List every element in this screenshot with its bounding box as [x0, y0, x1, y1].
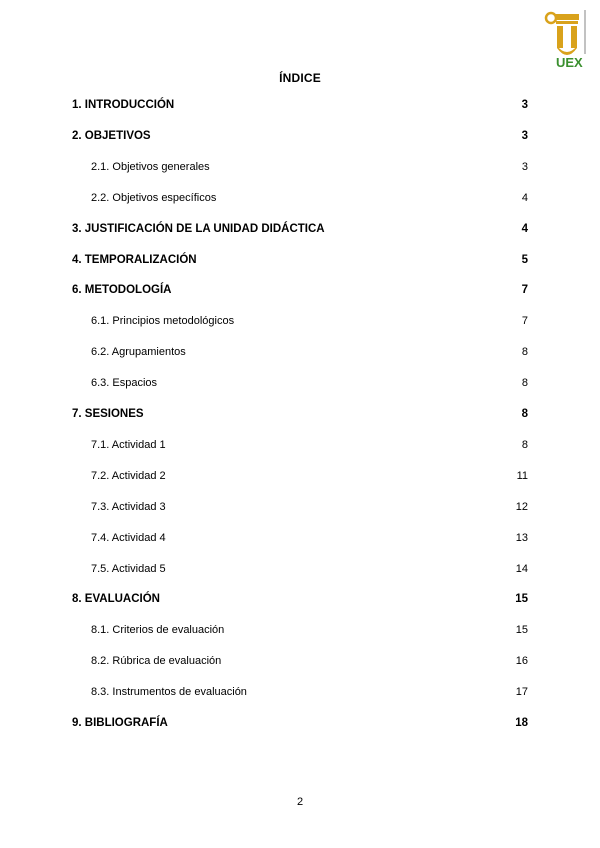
toc-entry-label: 6. METODOLOGÍA [72, 284, 172, 296]
toc-entry-label: 3. JUSTIFICACIÓN DE LA UNIDAD DIDÁCTICA [72, 223, 325, 235]
toc-entry-label: 6.1. Principios metodológicos [91, 315, 235, 327]
toc-entry-page: 15 [515, 624, 528, 636]
toc-entry-label: 2. OBJETIVOS [72, 130, 151, 142]
toc-entry-page: 11 [516, 470, 528, 482]
logo-text: UEX [556, 55, 583, 70]
toc-subentry[interactable] [91, 313, 528, 329]
toc-subentry[interactable] [91, 375, 528, 391]
toc-entry-label: 9. BIBLIOGRAFÍA [72, 717, 168, 729]
toc-entry-label: 2.1. Objetivos generales [91, 161, 210, 173]
toc-subentry[interactable] [91, 190, 528, 206]
toc-entry-label: 2.2. Objetivos específicos [91, 192, 217, 204]
toc-entry-label: 7.3. Actividad 3 [91, 501, 166, 513]
toc-entry-page: 7 [521, 284, 528, 296]
toc-entry-page: 18 [515, 717, 528, 729]
toc-entry-page: 12 [515, 501, 528, 513]
toc-entry-page: 13 [515, 532, 528, 544]
toc-entry[interactable] [72, 97, 528, 113]
toc-subentry[interactable] [91, 561, 528, 577]
toc-entry-label: 8. EVALUACIÓN [72, 593, 160, 605]
toc-entry-page: 3 [521, 161, 528, 173]
toc-entry-page: 5 [521, 254, 528, 266]
toc-entry-page: 4 [521, 192, 528, 204]
toc-entry-page: 15 [515, 593, 528, 605]
toc-entry-label: 6.3. Espacios [91, 377, 158, 389]
toc-entry-page: 8 [521, 439, 528, 451]
toc-subentry[interactable] [91, 622, 528, 638]
toc-entry-label: 8.1. Criterios de evaluación [91, 624, 225, 636]
toc-entry[interactable] [72, 591, 528, 607]
toc-entry-page: 8 [521, 377, 528, 389]
toc-entry-page: 3 [521, 99, 528, 111]
toc-entry-page: 8 [521, 408, 528, 420]
toc-entry-label: 8.2. Rúbrica de evaluación [91, 655, 222, 667]
toc-entry[interactable] [72, 715, 528, 731]
toc-entry[interactable] [72, 252, 528, 268]
toc-subentry[interactable] [91, 653, 528, 669]
page-number: 2 [296, 796, 304, 808]
toc-entry-label: 1. INTRODUCCIÓN [72, 99, 175, 111]
toc-entry[interactable] [72, 406, 528, 422]
toc-entry-label: 7.2. Actividad 2 [91, 470, 166, 482]
toc-entry-label: 7.1. Actividad 1 [91, 439, 166, 451]
toc-entry-label: 7. SESIONES [72, 408, 144, 420]
toc-entry[interactable] [72, 282, 528, 298]
toc-entry-page: 8 [521, 346, 528, 358]
toc-subentry[interactable] [91, 499, 528, 515]
toc-subentry[interactable] [91, 684, 528, 700]
toc-subentry[interactable] [91, 344, 528, 360]
toc-subentry[interactable] [91, 159, 528, 175]
toc-entry-page: 14 [515, 563, 528, 575]
page-title: ÍNDICE [279, 71, 321, 85]
university-column-logo-icon [544, 6, 592, 70]
toc-subentry[interactable] [91, 468, 528, 484]
toc-entry-page: 16 [515, 655, 528, 667]
toc-entry-page: 17 [515, 686, 528, 698]
toc-entry-page: 7 [521, 315, 528, 327]
toc-entry[interactable] [72, 221, 528, 237]
toc-entry-label: 7.4. Actividad 4 [91, 532, 166, 544]
toc-entry-label: 8.3. Instrumentos de evaluación [91, 686, 247, 698]
toc-entry-label: 7.5. Actividad 5 [91, 563, 166, 575]
toc-subentry[interactable] [91, 437, 528, 453]
toc-entry-page: 3 [521, 130, 528, 142]
toc-entry-label: 4. TEMPORALIZACIÓN [72, 254, 197, 266]
toc-entry[interactable] [72, 128, 528, 144]
toc-subentry[interactable] [91, 530, 528, 546]
toc-entry-label: 6.2. Agrupamientos [91, 346, 186, 358]
toc-entry-page: 4 [521, 223, 528, 235]
